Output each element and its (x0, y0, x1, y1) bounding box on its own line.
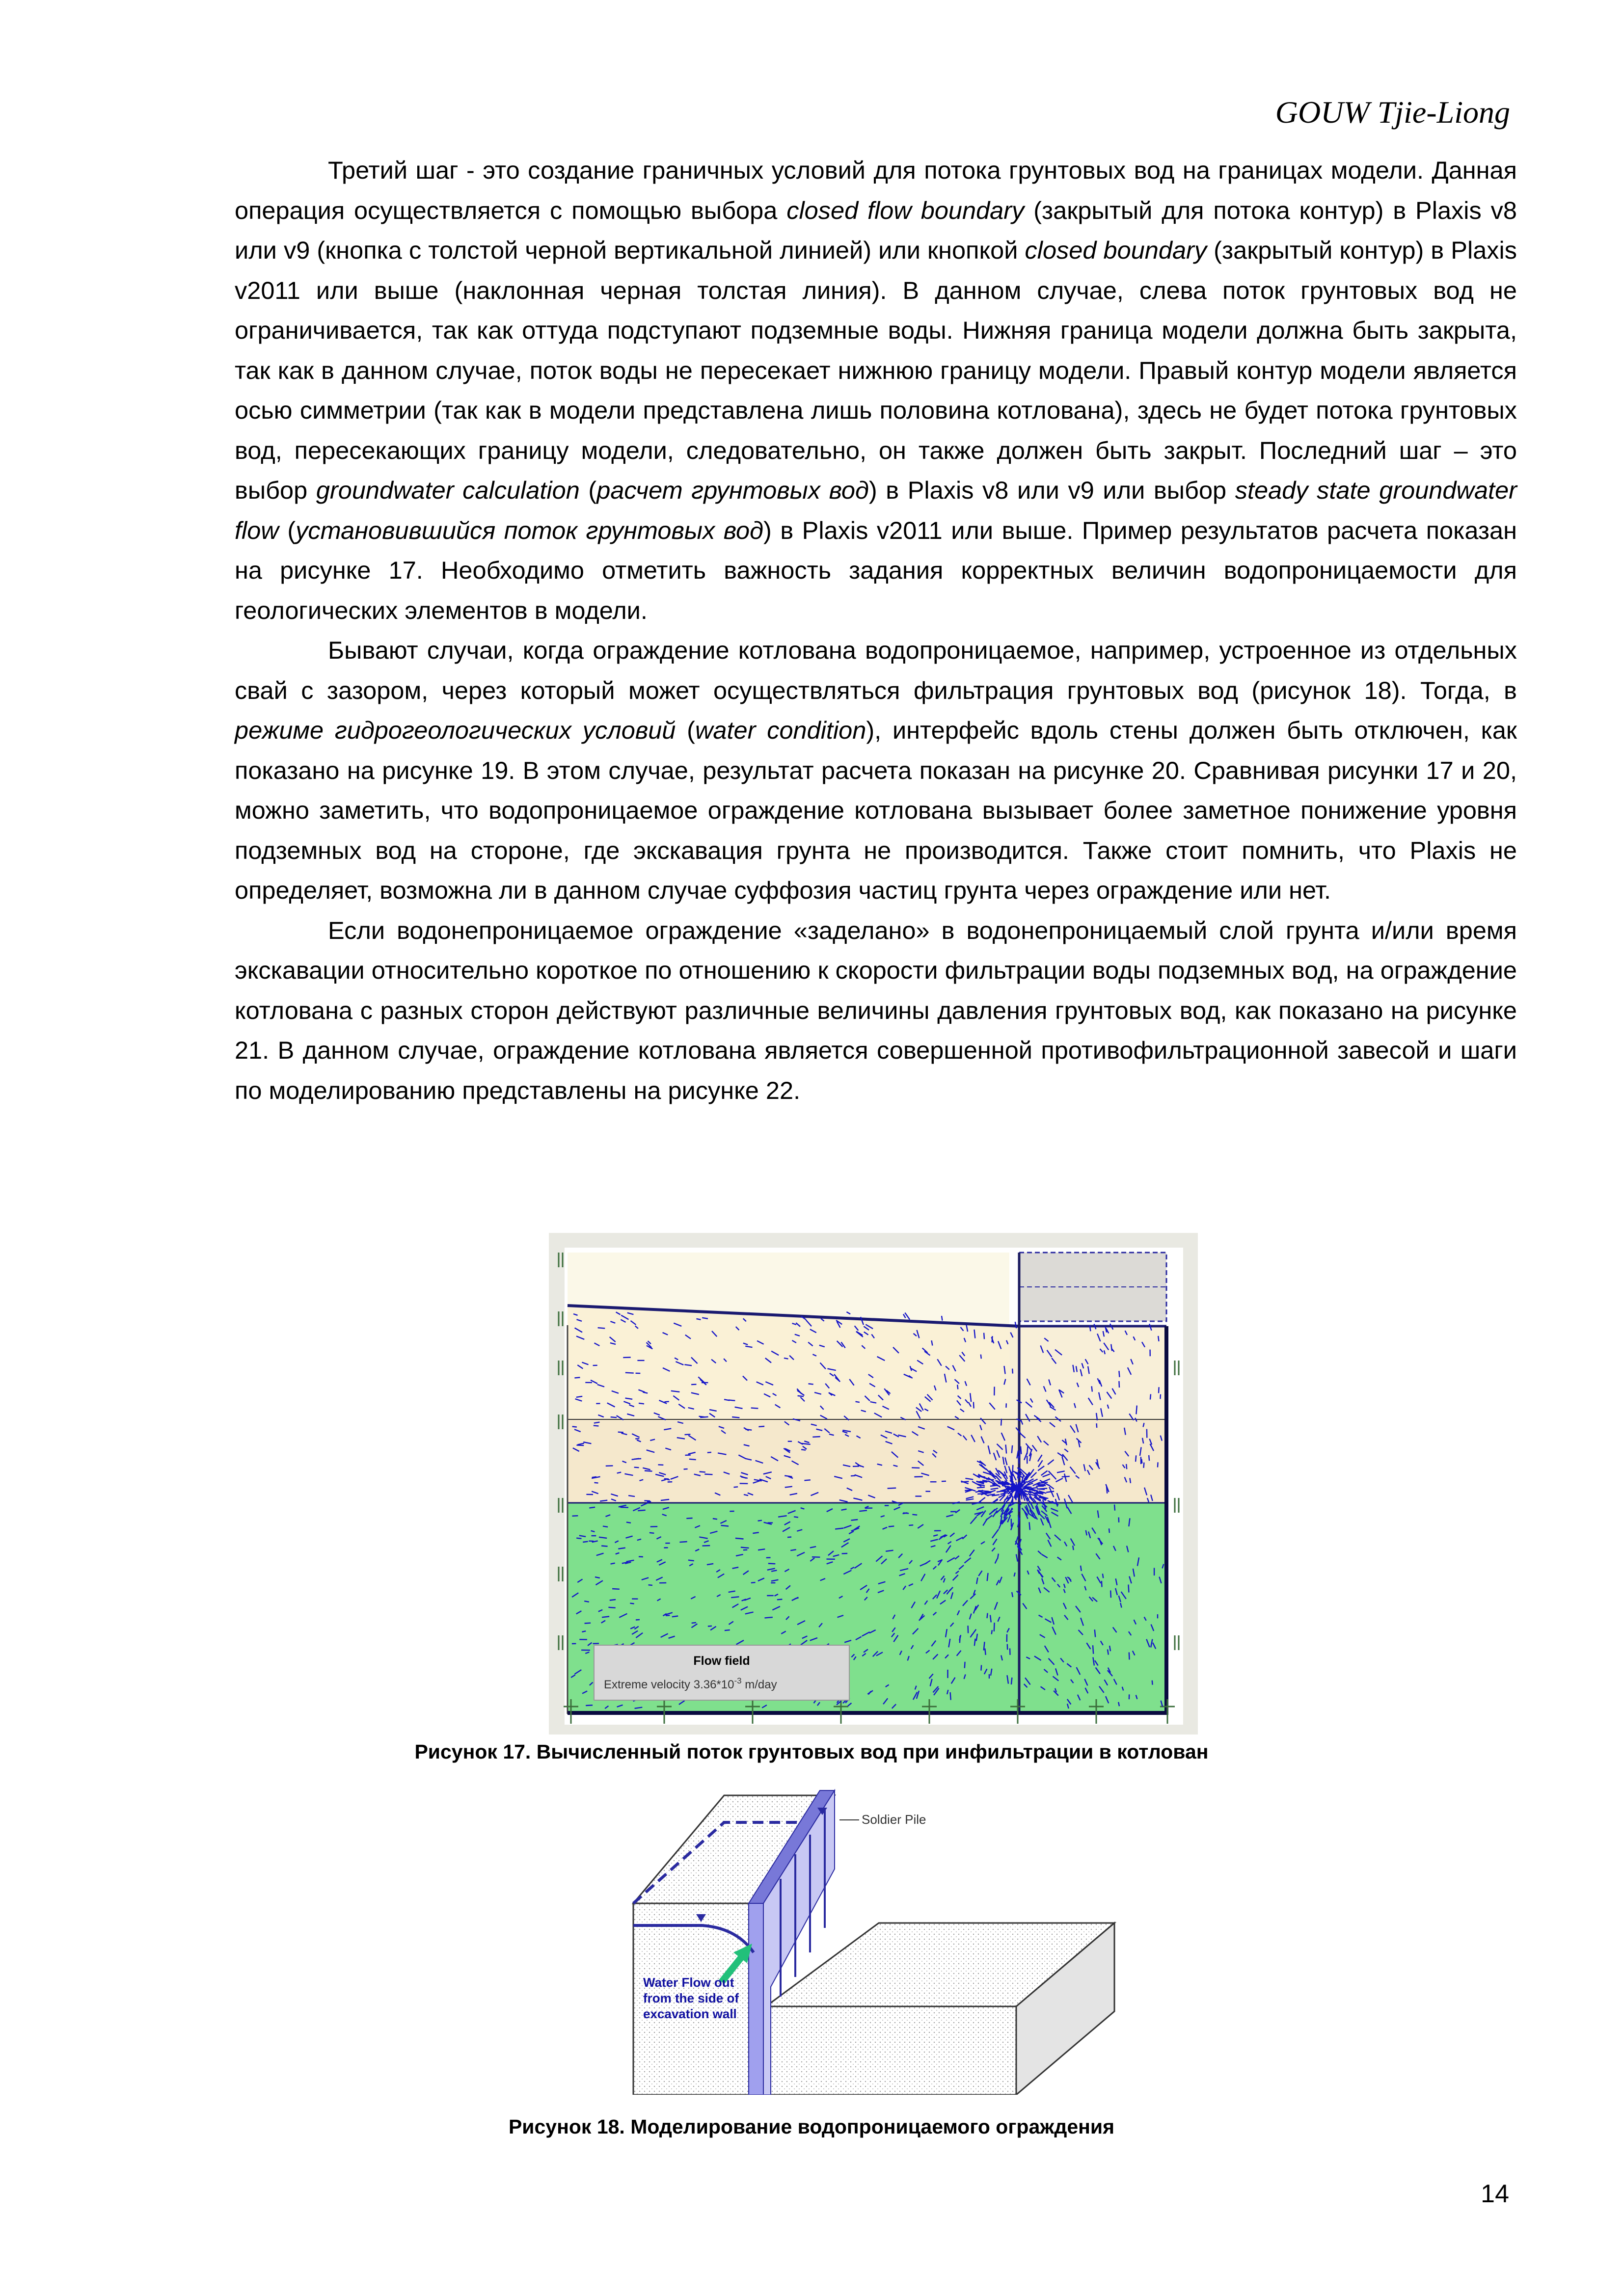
flow-arrow (859, 1510, 867, 1511)
italic-term: closed flow boundary (786, 196, 1025, 224)
text-run: ) в Plaxis v2011 или выше. Пример результатов расчета показан на рисунке 17. Необходимо отметить важность задания корректных величин водопроницаемости для геологических элементов в модели. (235, 516, 1517, 624)
excavation-base-front (766, 2006, 1016, 2095)
flow-arrow (888, 1488, 896, 1489)
flow-arrow (984, 1642, 985, 1650)
flow-arrow (1090, 1326, 1091, 1332)
flow-arrow (1040, 1482, 1048, 1483)
flow-arrow (666, 1615, 670, 1616)
flow-arrow (1130, 1478, 1131, 1483)
flow-arrow (638, 1510, 645, 1511)
italic-term: установившийся поток грунтовых вод (296, 516, 763, 544)
flow-arrow (586, 1705, 593, 1706)
flow-arrow (1062, 1476, 1070, 1477)
flow-arrow (1114, 1505, 1115, 1511)
text-run: ( (278, 516, 296, 544)
flow-arrow (1150, 1394, 1151, 1400)
middle-soil-layer (568, 1419, 1166, 1503)
flow-arrow (1029, 1522, 1030, 1530)
flow-arrow (1160, 1394, 1161, 1399)
flow-arrow (704, 1474, 712, 1475)
legend-title: Flow field (693, 1654, 750, 1668)
flow-arrow (621, 1507, 628, 1508)
flow-arrow (589, 1507, 595, 1508)
flow-arrow (686, 1518, 692, 1519)
water-flow-label-2: from the side of (643, 1991, 739, 2005)
flow-arrow (601, 1546, 608, 1547)
text-run: ( (579, 476, 597, 504)
flow-field-figure (549, 1233, 1198, 1735)
text-run: (закрытый для потока контур) в Plaxis v8 или v9 (кнопка с толстой черной вертикальной линией) или кнопкой (235, 196, 1517, 264)
italic-term: расчет грунтовых вод (596, 476, 869, 504)
flow-arrow (1126, 1464, 1127, 1469)
italic-term: steady state groundwater flow (235, 476, 1517, 544)
flow-arrow (801, 1449, 806, 1450)
text-run: Если водонепроницаемое ограждение «заделано» в водонепроницаемый слой грунта и/или время экскавации относительно короткое по отношению к скорости фильтрации воды подземных вод, на ограждение котлована с разных сторон действуют различные величины давления грунтовых вод, как показано на рисунке 21. В данном случае, ограждение котлована является совершенной противофильтрационной завесой и шаги по моделированию представлены на рисунке 22. (235, 916, 1517, 1104)
figure-17-caption: Рисунок 17. Вычисленный поток грунтовых вод при инфильтрации в котлован (414, 1740, 1209, 1763)
flow-arrow (1129, 1653, 1130, 1660)
flow-arrow (1018, 1515, 1019, 1523)
flow-arrow (851, 1520, 858, 1521)
flow-arrow (1012, 1369, 1013, 1374)
paragraph (235, 150, 1517, 630)
legend-text: Extreme velocity $3.36*10^{-3}$ m/day (604, 1676, 777, 1691)
italic-term: режиме гидрогеологических условий (235, 716, 676, 744)
flow-arrow (942, 1316, 943, 1321)
flow-arrow (785, 1487, 792, 1488)
flow-arrow (1006, 1444, 1007, 1453)
text-run: ( (676, 716, 695, 744)
flow-arrow (721, 1525, 729, 1526)
flow-arrow (903, 1513, 909, 1514)
flow-arrow (965, 1490, 973, 1491)
flow-arrow (751, 1582, 756, 1583)
text-run: ) в Plaxis v8 или v9 или выбор (868, 476, 1235, 504)
flow-arrow (753, 1532, 758, 1533)
water-flow-label-3: excavation wall (643, 2006, 737, 2021)
italic-term: groundwater calculation (316, 476, 580, 504)
text-run: ), интерфейс вдоль стены должен быть отключен, как показано на рисунке 19. В этом случае, результат расчета показан на рисунке 20. Сравнивая рисунки 17 и 20, можно заметить, что водопроницаемое ограждение котлована вызывает более заметное понижение уровня подземных вод на стороне, где экскавация грунта не производится. Также стоит помнить, что Plaxis не определяет, возможна ли в данном случае суффозия частиц грунта через ограждение или нет. (235, 716, 1517, 904)
flow-arrow (630, 1603, 634, 1604)
flow-arrow (968, 1626, 969, 1633)
flow-arrow (594, 1425, 599, 1426)
text-run: Бывают случаи, когда ограждение котлована водопроницаемое, например, устроенное из отдельных свай с зазором, через который может осуществляться фильтрация грунтовых вод (рисунок 18). Тогда, в (235, 636, 1517, 704)
flow-arrow (957, 1385, 958, 1389)
water-flow-label-1: Water Flow out (643, 1975, 734, 1990)
flow-arrow (582, 1631, 586, 1632)
page-number: 14 (1481, 2180, 1509, 2208)
flow-arrow (688, 1560, 694, 1561)
flow-arrow (977, 1487, 985, 1488)
soldier-pile-figure (623, 1781, 1125, 2095)
flow-arrow (618, 1432, 623, 1433)
figure-18-caption: Рисунок 18. Моделирование водопроницаемого ограждения (508, 2115, 1115, 2138)
flow-arrow (758, 1426, 764, 1427)
paragraph (235, 910, 1517, 1111)
flow-arrow (672, 1616, 678, 1617)
flow-arrow (784, 1358, 788, 1359)
flow-arrow (584, 1601, 589, 1602)
flow-arrow (787, 1537, 791, 1538)
flow-arrow (610, 1600, 616, 1601)
flow-arrow (987, 1613, 988, 1618)
text-run: (закрытый контур) в Plaxis v2011 или выше (наклонная черная толстая линия). В данном случае, слева поток грунтовых вод не ограничивается, так как оттуда подступают подземные воды. Нижняя граница модели должна быть закрыта, так как в данном случае, поток воды не пересекает нижнюю границу модели. Правый контур модели является осью симметрии (так как в модели представлена лишь половина котлована), здесь не будет потока грунтовых вод, пересекающих границу модели, следовательно, он также должен быть закрыт. Последний шаг – это выбор (235, 236, 1517, 504)
flow-arrow (708, 1626, 712, 1627)
flow-arrow (994, 1623, 995, 1631)
running-header: GOUW Tjie-Liong (1275, 95, 1510, 130)
flow-arrow (1110, 1591, 1111, 1598)
flow-arrow (735, 1538, 744, 1539)
flow-arrow (689, 1459, 696, 1460)
flow-arrow (602, 1617, 609, 1618)
flow-arrow (639, 1403, 644, 1404)
flow-arrow (1073, 1546, 1074, 1550)
upper-soil-right (1009, 1326, 1166, 1419)
soldier-pile-label: Soldier Pile (862, 1812, 926, 1827)
flow-arrow (1152, 1681, 1153, 1685)
flow-arrow (608, 1607, 615, 1608)
flow-arrow (765, 1617, 773, 1618)
italic-term: closed boundary (1025, 236, 1207, 264)
flow-arrow (603, 1526, 608, 1527)
flow-arrow (1027, 1446, 1028, 1454)
text-run: Третий шаг - это создание граничных условий для потока грунтовых вод на границах модели. Данная операция осуществляется с помощью выбора (235, 156, 1517, 224)
flow-legend (594, 1645, 849, 1700)
flow-arrow (1141, 1459, 1142, 1464)
flow-arrow (585, 1623, 591, 1624)
flow-arrow (751, 1408, 758, 1409)
flow-arrow (1011, 1678, 1012, 1684)
italic-term: water condition (695, 716, 866, 744)
flow-arrow (1158, 1336, 1159, 1341)
paragraph (235, 630, 1517, 910)
flow-arrow (950, 1692, 951, 1700)
flow-arrow (707, 1452, 711, 1453)
body-text (235, 150, 1517, 1110)
flow-arrow (576, 1538, 581, 1539)
flow-arrow (685, 1434, 691, 1435)
flow-arrow (1081, 1566, 1082, 1571)
